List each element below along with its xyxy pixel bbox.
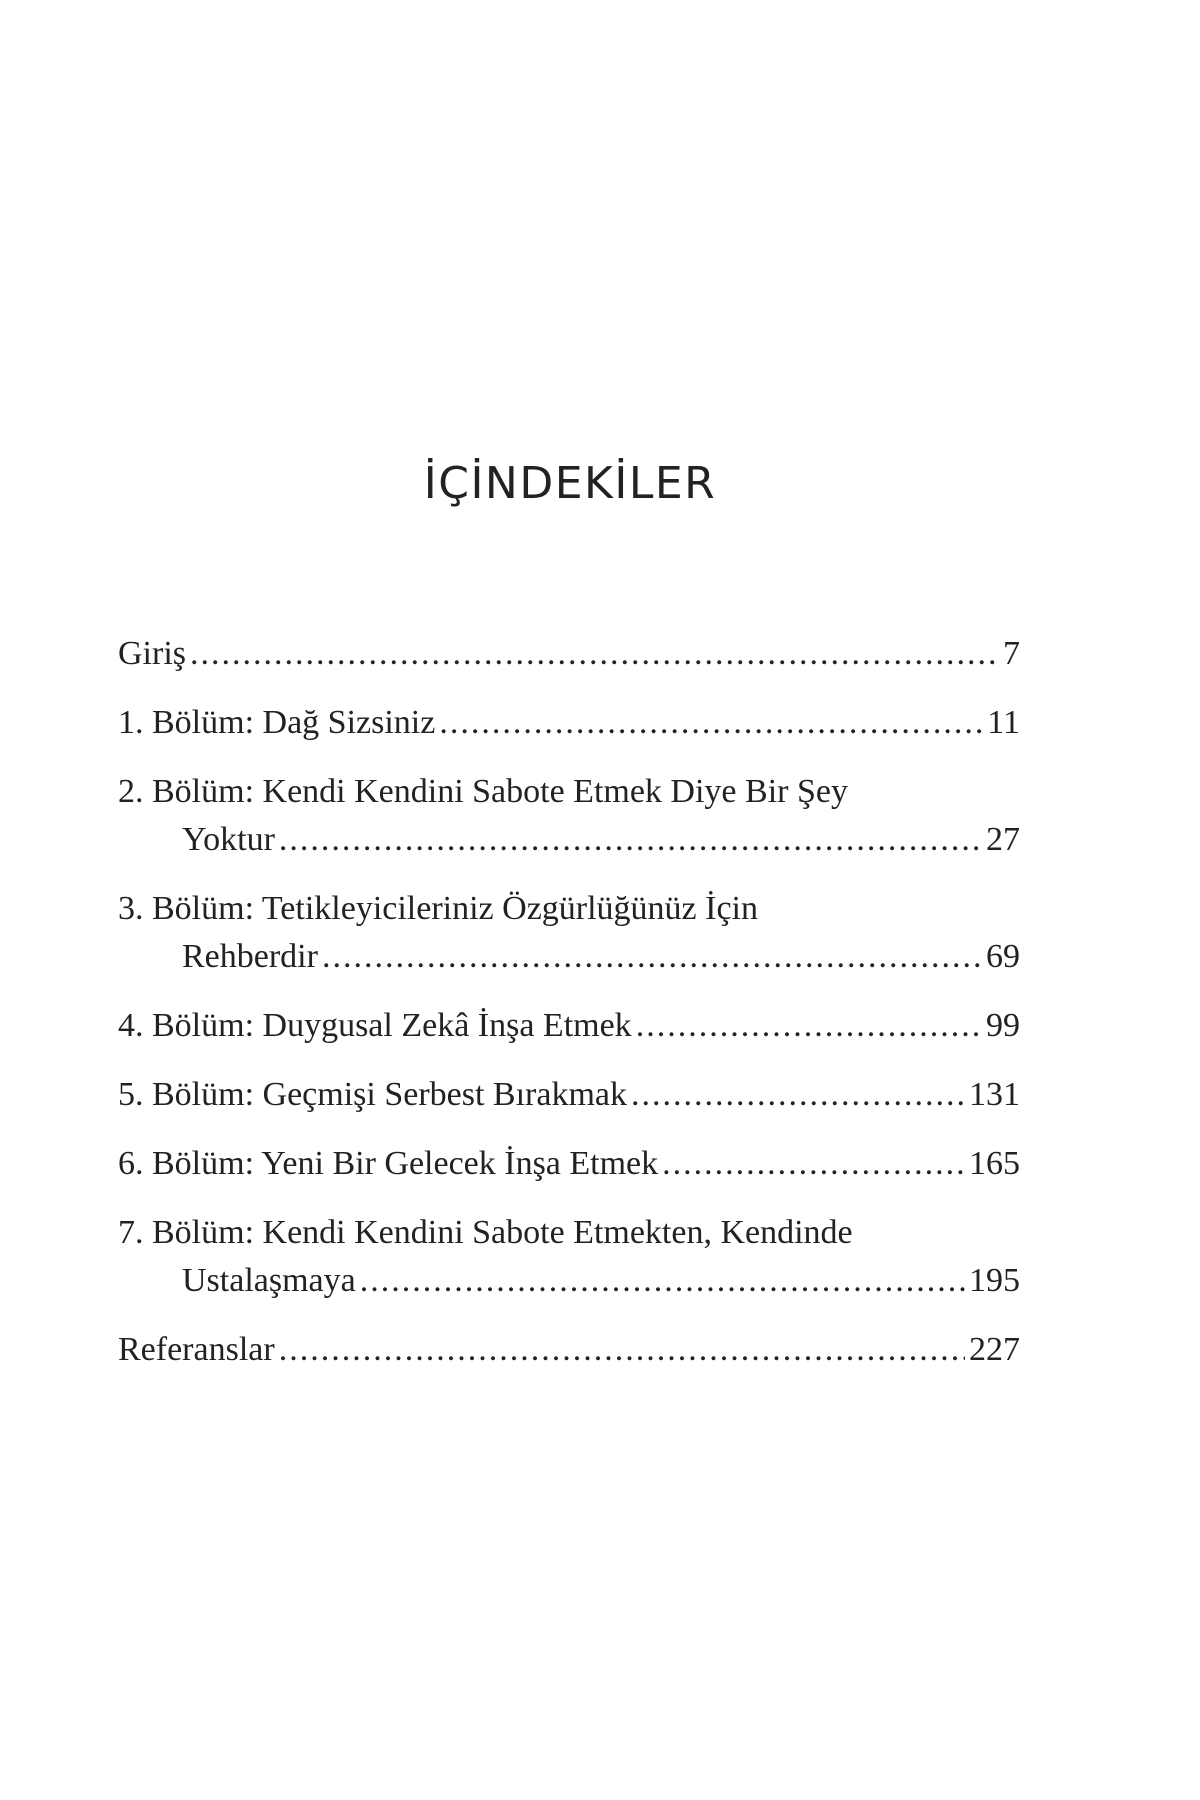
toc-entry-title: 5. Bölüm: Geçmişi Serbest Bırakmak <box>118 1076 627 1113</box>
table-of-contents <box>118 630 1020 1374</box>
toc-entry-intro[interactable] <box>118 630 1020 678</box>
toc-entry-chapter-3[interactable] <box>118 885 1020 981</box>
toc-entry-chapter-6[interactable] <box>118 1140 1020 1188</box>
toc-entry-chapter-4[interactable] <box>118 1002 1020 1050</box>
dot-leader <box>279 1326 965 1374</box>
dot-leader <box>439 699 983 747</box>
dot-leader <box>631 1071 965 1119</box>
toc-entry-title-continued: Rehberdir <box>182 938 318 975</box>
dot-leader <box>662 1140 965 1188</box>
toc-entry-page: 227 <box>969 1331 1020 1368</box>
toc-entry-title: Referanslar <box>118 1331 275 1368</box>
toc-entry-chapter-5[interactable] <box>118 1071 1020 1119</box>
toc-entry-title-continued: Ustalaşmaya <box>182 1262 356 1299</box>
toc-entry-title: Giriş <box>118 635 186 672</box>
toc-entry-title: 4. Bölüm: Duygusal Zekâ İnşa Etmek <box>118 1007 632 1044</box>
toc-entry-page: 11 <box>987 704 1020 741</box>
toc-entry-title: 7. Bölüm: Kendi Kendini Sabote Etmekten, Kendinde <box>118 1214 853 1251</box>
toc-entry-chapter-7[interactable] <box>118 1209 1020 1305</box>
toc-entry-title: 6. Bölüm: Yeni Bir Gelecek İnşa Etmek <box>118 1145 659 1182</box>
toc-entry-page: 131 <box>969 1076 1020 1113</box>
toc-entry-page: 165 <box>969 1145 1020 1182</box>
dot-leader <box>636 1002 982 1050</box>
toc-entry-page: 99 <box>986 1007 1020 1044</box>
dot-leader <box>279 816 982 864</box>
toc-entry-page: 27 <box>986 821 1020 858</box>
toc-entry-chapter-1[interactable] <box>118 699 1020 747</box>
toc-entry-title: 2. Bölüm: Kendi Kendini Sabote Etmek Diye Bir Şey <box>118 773 848 810</box>
toc-entry-page: 195 <box>969 1262 1020 1299</box>
toc-entry-page: 69 <box>986 938 1020 975</box>
toc-entry-title: 3. Bölüm: Tetikleyicileriniz Özgürlüğünüz İçin <box>118 890 759 927</box>
dot-leader <box>190 630 999 678</box>
toc-entry-references[interactable] <box>118 1326 1020 1374</box>
dot-leader <box>322 933 982 981</box>
toc-entry-page: 7 <box>1003 635 1020 672</box>
toc-entry-title: 1. Bölüm: Dağ Sizsiniz <box>118 704 436 741</box>
toc-entry-title-continued: Yoktur <box>182 821 275 858</box>
toc-entry-chapter-2[interactable] <box>118 768 1020 864</box>
page-title: İÇİNDEKİLER <box>423 458 717 509</box>
dot-leader <box>360 1257 965 1305</box>
